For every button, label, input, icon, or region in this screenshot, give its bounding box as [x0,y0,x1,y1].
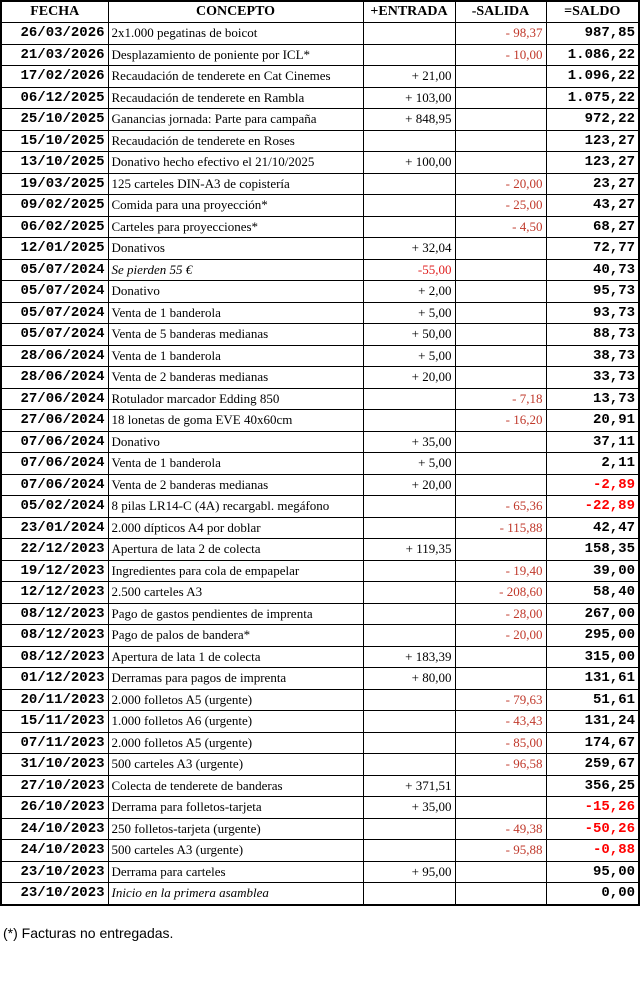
cell-concept: Pago de palos de bandera* [108,625,363,647]
cell-balance: -22,89 [546,496,639,518]
cell-date: 06/02/2025 [1,216,108,238]
cell-in: + 103,00 [363,87,455,109]
table-row [1,453,639,475]
table-row [1,431,639,453]
cell-in [363,517,455,539]
cell-concept: Se pierden 55 € [108,259,363,281]
table-row [1,410,639,432]
table-row [1,861,639,883]
cell-in [363,388,455,410]
cell-in: + 20,00 [363,367,455,389]
cell-balance: 356,25 [546,775,639,797]
cell-concept: Ganancias jornada: Parte para campaña [108,109,363,131]
cell-balance: 37,11 [546,431,639,453]
cell-concept: 2.500 carteles A3 [108,582,363,604]
cell-date: 13/10/2025 [1,152,108,174]
cell-out: - 208,60 [455,582,546,604]
cell-out [455,431,546,453]
cell-date: 08/12/2023 [1,625,108,647]
cell-out: - 20,00 [455,625,546,647]
cell-balance: 1.075,22 [546,87,639,109]
cell-out: - 28,00 [455,603,546,625]
cell-out [455,238,546,260]
cell-concept: Recaudación de tenderete en Roses [108,130,363,152]
cell-balance: 0,00 [546,883,639,905]
cell-in: -55,00 [363,259,455,281]
cell-date: 26/10/2023 [1,797,108,819]
table-row [1,797,639,819]
cell-balance: 1.096,22 [546,66,639,88]
table-row [1,152,639,174]
cell-out [455,367,546,389]
table-row [1,195,639,217]
cell-date: 07/06/2024 [1,453,108,475]
cell-concept: Derrama para folletos-tarjeta [108,797,363,819]
cell-concept: Derramas para pagos de imprenta [108,668,363,690]
cell-balance: 88,73 [546,324,639,346]
cell-date: 28/06/2024 [1,345,108,367]
cell-balance: 174,67 [546,732,639,754]
table-row [1,367,639,389]
cell-concept: Venta de 1 banderola [108,453,363,475]
cell-balance: 39,00 [546,560,639,582]
header-balance: =SALDO [546,1,639,23]
table-row [1,44,639,66]
cell-concept: 1.000 folletos A6 (urgente) [108,711,363,733]
cell-balance: 43,27 [546,195,639,217]
cell-concept: Venta de 1 banderola [108,302,363,324]
cell-balance: 158,35 [546,539,639,561]
table-row [1,216,639,238]
cell-out: - 49,38 [455,818,546,840]
cell-in [363,496,455,518]
cell-balance: 295,00 [546,625,639,647]
cell-balance: 72,77 [546,238,639,260]
cell-out [455,109,546,131]
cell-concept: 500 carteles A3 (urgente) [108,840,363,862]
cell-in: + 80,00 [363,668,455,690]
cell-in: + 5,00 [363,302,455,324]
cell-concept: Donativo [108,281,363,303]
cell-balance: 131,61 [546,668,639,690]
table-row [1,732,639,754]
cell-in [363,216,455,238]
table-row [1,281,639,303]
cell-in [363,818,455,840]
cell-concept: Venta de 2 banderas medianas [108,474,363,496]
cell-date: 07/11/2023 [1,732,108,754]
cell-date: 07/06/2024 [1,431,108,453]
cell-concept: Rotulador marcador Edding 850 [108,388,363,410]
cell-in: + 848,95 [363,109,455,131]
cell-in [363,883,455,905]
cell-out [455,775,546,797]
cell-out: - 79,63 [455,689,546,711]
table-row [1,818,639,840]
header-out: -SALIDA [455,1,546,23]
cell-balance: 20,91 [546,410,639,432]
cell-balance: 131,24 [546,711,639,733]
cell-out [455,281,546,303]
table-row [1,539,639,561]
cell-out: - 95,88 [455,840,546,862]
header-concept: CONCEPTO [108,1,363,23]
cell-out: - 96,58 [455,754,546,776]
cell-out [455,345,546,367]
cell-in [363,840,455,862]
cell-date: 26/03/2026 [1,23,108,45]
cell-out: - 25,00 [455,195,546,217]
table-row [1,109,639,131]
cell-in [363,711,455,733]
cell-in: + 35,00 [363,797,455,819]
cell-balance: 51,61 [546,689,639,711]
cell-balance: 972,22 [546,109,639,131]
cell-in [363,173,455,195]
cell-in: + 183,39 [363,646,455,668]
cell-in: + 371,51 [363,775,455,797]
cell-in [363,130,455,152]
cell-date: 01/12/2023 [1,668,108,690]
cell-concept: 2.000 dípticos A4 por doblar [108,517,363,539]
cell-date: 19/03/2025 [1,173,108,195]
header-in: +ENTRADA [363,1,455,23]
cell-balance: 23,27 [546,173,639,195]
cell-balance: 38,73 [546,345,639,367]
cell-concept: Venta de 1 banderola [108,345,363,367]
cell-in: + 35,00 [363,431,455,453]
cell-concept: Apertura de lata 1 de colecta [108,646,363,668]
cell-date: 05/07/2024 [1,302,108,324]
cell-date: 17/02/2026 [1,66,108,88]
cell-balance: 95,00 [546,861,639,883]
table-row [1,668,639,690]
cell-out [455,539,546,561]
cell-concept: 2.000 folletos A5 (urgente) [108,732,363,754]
cell-concept: 2x1.000 pegatinas de boicot [108,23,363,45]
cell-concept: 2.000 folletos A5 (urgente) [108,689,363,711]
cell-out [455,130,546,152]
cell-in: + 5,00 [363,345,455,367]
table-row [1,324,639,346]
cell-date: 05/07/2024 [1,324,108,346]
cell-balance: 33,73 [546,367,639,389]
table-row [1,130,639,152]
cell-date: 07/06/2024 [1,474,108,496]
cell-in: + 32,04 [363,238,455,260]
cell-in: + 100,00 [363,152,455,174]
table-row [1,388,639,410]
cell-in [363,23,455,45]
cell-in: + 5,00 [363,453,455,475]
table-row [1,711,639,733]
table-row [1,883,639,905]
cell-out [455,646,546,668]
cell-date: 24/10/2023 [1,840,108,862]
cell-date: 05/07/2024 [1,281,108,303]
cell-in: + 21,00 [363,66,455,88]
cell-balance: -15,26 [546,797,639,819]
cell-date: 05/02/2024 [1,496,108,518]
cell-concept: Pago de gastos pendientes de imprenta [108,603,363,625]
cell-in [363,410,455,432]
table-row [1,560,639,582]
cell-in [363,625,455,647]
cell-balance: 93,73 [546,302,639,324]
cell-balance: 259,67 [546,754,639,776]
cell-out [455,324,546,346]
cell-concept: Donativo [108,431,363,453]
cell-balance: 987,85 [546,23,639,45]
cell-date: 15/10/2025 [1,130,108,152]
cell-date: 23/10/2023 [1,861,108,883]
cell-concept: Venta de 2 banderas medianas [108,367,363,389]
table-row [1,775,639,797]
cell-date: 09/02/2025 [1,195,108,217]
cell-balance: 40,73 [546,259,639,281]
cell-date: 23/10/2023 [1,883,108,905]
cell-concept: Comida para una proyección* [108,195,363,217]
table-row [1,689,639,711]
cell-date: 25/10/2025 [1,109,108,131]
cell-date: 27/10/2023 [1,775,108,797]
cell-out [455,883,546,905]
cell-in [363,582,455,604]
cell-in [363,195,455,217]
cell-out: - 85,00 [455,732,546,754]
cell-balance: -2,89 [546,474,639,496]
cell-balance: 123,27 [546,152,639,174]
table-row [1,259,639,281]
cell-balance: -0,88 [546,840,639,862]
table-row [1,754,639,776]
cell-balance: 2,11 [546,453,639,475]
cell-concept: Desplazamiento de poniente por ICL* [108,44,363,66]
cell-out [455,861,546,883]
cell-in: + 2,00 [363,281,455,303]
cell-balance: 315,00 [546,646,639,668]
cell-balance: 123,27 [546,130,639,152]
cell-concept: 500 carteles A3 (urgente) [108,754,363,776]
cell-balance: 95,73 [546,281,639,303]
table-row [1,238,639,260]
cell-in [363,732,455,754]
cell-date: 31/10/2023 [1,754,108,776]
cell-date: 15/11/2023 [1,711,108,733]
cell-date: 19/12/2023 [1,560,108,582]
cell-out [455,474,546,496]
cell-date: 12/01/2025 [1,238,108,260]
cell-in [363,754,455,776]
cell-balance: 13,73 [546,388,639,410]
header-row [1,1,639,23]
cell-concept: Donativo hecho efectivo el 21/10/2025 [108,152,363,174]
cell-out: - 43,43 [455,711,546,733]
cell-concept: Recaudación de tenderete en Rambla [108,87,363,109]
cell-concept: Colecta de tenderete de banderas [108,775,363,797]
cell-concept: 8 pilas LR14-C (4A) recargabl. megáfono [108,496,363,518]
cell-date: 24/10/2023 [1,818,108,840]
cell-out [455,453,546,475]
footnote: (*) Facturas no entregadas. [3,925,174,941]
cell-concept: Donativos [108,238,363,260]
cell-balance: 42,47 [546,517,639,539]
cell-out: - 20,00 [455,173,546,195]
table-row [1,496,639,518]
table-row [1,87,639,109]
cell-balance: -50,26 [546,818,639,840]
cell-balance: 1.086,22 [546,44,639,66]
cell-in [363,603,455,625]
table-row [1,646,639,668]
table-row [1,345,639,367]
cell-out: - 16,20 [455,410,546,432]
cell-out [455,66,546,88]
cell-in [363,689,455,711]
cell-out [455,152,546,174]
table-row [1,474,639,496]
cell-out: - 19,40 [455,560,546,582]
header-date: FECHA [1,1,108,23]
cell-concept: 250 folletos-tarjeta (urgente) [108,818,363,840]
ledger-header [1,1,639,23]
cell-out: - 4,50 [455,216,546,238]
cell-date: 28/06/2024 [1,367,108,389]
cell-out: - 98,37 [455,23,546,45]
cell-out: - 65,36 [455,496,546,518]
cell-date: 22/12/2023 [1,539,108,561]
table-row [1,23,639,45]
table-row [1,517,639,539]
cell-concept: Apertura de lata 2 de colecta [108,539,363,561]
cell-date: 21/03/2026 [1,44,108,66]
cell-concept: Venta de 5 banderas medianas [108,324,363,346]
table-row [1,603,639,625]
cell-balance: 68,27 [546,216,639,238]
cell-balance: 58,40 [546,582,639,604]
cell-date: 08/12/2023 [1,646,108,668]
cell-in: + 20,00 [363,474,455,496]
cell-concept: Derrama para carteles [108,861,363,883]
cell-in: + 119,35 [363,539,455,561]
cell-concept: Recaudación de tenderete en Cat Cinemes [108,66,363,88]
cell-concept: Carteles para proyecciones* [108,216,363,238]
cell-in [363,44,455,66]
table-row [1,625,639,647]
cell-out [455,668,546,690]
cell-date: 08/12/2023 [1,603,108,625]
cell-date: 20/11/2023 [1,689,108,711]
cell-concept: 125 carteles DIN-A3 de copistería [108,173,363,195]
cell-date: 06/12/2025 [1,87,108,109]
cell-out [455,797,546,819]
cell-date: 12/12/2023 [1,582,108,604]
table-row [1,302,639,324]
cell-balance: 267,00 [546,603,639,625]
cell-out: - 7,18 [455,388,546,410]
ledger-body [1,23,639,905]
cell-concept: 18 lonetas de goma EVE 40x60cm [108,410,363,432]
cell-date: 05/07/2024 [1,259,108,281]
cell-concept: Inicio en la primera asamblea [108,883,363,905]
cell-in [363,560,455,582]
cell-out: - 10,00 [455,44,546,66]
cell-date: 27/06/2024 [1,410,108,432]
cell-date: 27/06/2024 [1,388,108,410]
cell-in: + 95,00 [363,861,455,883]
cell-out [455,259,546,281]
cell-in: + 50,00 [363,324,455,346]
cell-date: 23/01/2024 [1,517,108,539]
cell-out: - 115,88 [455,517,546,539]
cell-out [455,302,546,324]
table-row [1,582,639,604]
table-row [1,173,639,195]
table-row [1,840,639,862]
table-row [1,66,639,88]
cell-out [455,87,546,109]
cell-concept: Ingredientes para cola de empapelar [108,560,363,582]
